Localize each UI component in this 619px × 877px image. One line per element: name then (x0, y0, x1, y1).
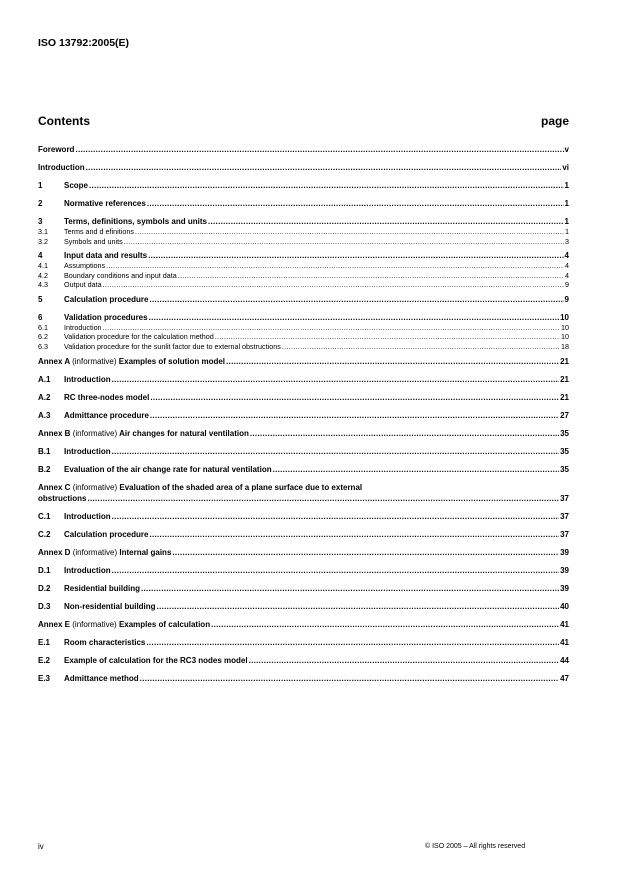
toc-entry-validation-procedures[interactable] (38, 312, 569, 323)
toc-entry-d-1[interactable] (38, 565, 569, 576)
toc-page: 35 (560, 465, 569, 474)
toc-entry-scope[interactable] (38, 180, 569, 191)
page-column-label: page (540, 114, 569, 128)
toc-number: 3.2 (38, 236, 48, 246)
toc-entry-4-2[interactable] (38, 271, 569, 281)
toc-entry-d-3[interactable] (38, 601, 569, 612)
toc-title: Validation procedures (64, 312, 148, 322)
annex-label: Annex B (38, 429, 71, 438)
toc-page: 1 (564, 181, 569, 190)
dot-leader (249, 655, 560, 666)
toc-page: 41 (560, 620, 569, 629)
toc-page: 47 (560, 674, 569, 683)
toc-page: vi (562, 163, 569, 172)
dot-leader (250, 428, 559, 439)
toc-title: Terms, definitions, symbols and units (64, 217, 207, 226)
toc-entry-a-1[interactable] (38, 374, 569, 385)
toc-entry-annex-c-line1[interactable] (38, 482, 569, 493)
toc-entry-6-1[interactable] (38, 323, 569, 333)
toc-page: 4 (565, 270, 569, 280)
dot-leader (112, 565, 559, 576)
toc-entry-c-1[interactable] (38, 511, 569, 522)
dot-leader (211, 619, 559, 630)
dot-leader (106, 261, 564, 271)
toc-entry-annex-e[interactable] (38, 619, 569, 630)
toc-number: 4.1 (38, 261, 48, 270)
dot-leader (149, 529, 559, 540)
dot-leader (282, 342, 560, 352)
toc-number: D.1 (38, 566, 51, 575)
dot-leader (273, 464, 560, 475)
toc-page: 1 (564, 199, 569, 208)
toc-page: 37 (560, 494, 569, 503)
dot-leader (150, 410, 559, 421)
toc-page: v (564, 145, 569, 154)
toc-title: RC three-nodes model (64, 393, 150, 402)
toc-title: Evaluation of the shaded area of a plane surface due to external (119, 483, 363, 492)
toc-number: B.1 (38, 447, 51, 456)
toc-page: 18 (561, 341, 569, 351)
toc-entry-6-3[interactable] (38, 342, 569, 352)
dot-leader (75, 144, 563, 155)
annex-label: Annex D (38, 548, 71, 557)
toc-title: Admittance method (64, 674, 139, 683)
toc-title: Assumptions (64, 261, 106, 270)
toc-title: Foreword (38, 145, 75, 154)
toc-number: C.1 (38, 512, 51, 521)
dot-leader (150, 392, 559, 403)
toc-number: 4.3 (38, 280, 48, 289)
annex-informative: (informative) (72, 548, 118, 557)
toc-entry-a-2[interactable] (38, 392, 569, 403)
toc-title: Validation procedure for the sunlit factor due to external obstructions (64, 341, 281, 351)
toc-entry-3-2[interactable] (38, 237, 569, 247)
toc-page: 9 (565, 280, 569, 289)
dot-leader (89, 180, 564, 191)
toc-title: Input data and results (64, 251, 148, 260)
toc-title: Example of calculation for the RC3 nodes model (64, 656, 248, 665)
toc-title: Room characteristics (64, 638, 146, 647)
toc-page: 39 (560, 584, 569, 593)
toc-number: D.2 (38, 584, 51, 593)
toc-number: 4.2 (38, 270, 48, 280)
annex-informative: (informative) (72, 620, 117, 629)
toc-page: 1 (564, 217, 569, 226)
toc-number: 2 (38, 199, 43, 208)
annex-informative: (informative) (72, 357, 117, 366)
dot-leader (148, 250, 563, 261)
toc-entry-input-data[interactable] (38, 250, 569, 261)
toc-number: 3 (38, 217, 43, 226)
toc-number: 1 (38, 181, 43, 190)
toc-number: D.3 (38, 602, 51, 611)
toc-page: 41 (560, 638, 569, 647)
toc-number: 6.2 (38, 332, 48, 341)
dot-leader (208, 216, 564, 227)
toc-title: Admittance procedure (64, 411, 149, 420)
toc-number: A.3 (38, 411, 51, 420)
toc-number: 3.1 (38, 227, 48, 236)
dot-leader (86, 162, 562, 173)
dot-leader (147, 198, 564, 209)
toc-number: 6.1 (38, 322, 48, 332)
toc-entry-b-2[interactable] (38, 464, 569, 475)
toc-entry-annex-b[interactable] (38, 428, 569, 439)
toc-title: Non-residential building (64, 602, 156, 611)
toc-title: Examples of calculation (118, 620, 211, 629)
dot-leader (215, 332, 560, 342)
dot-leader (87, 493, 559, 504)
toc-number: 6 (38, 312, 43, 322)
toc-title: Scope (64, 181, 89, 190)
toc-entry-d-2[interactable] (38, 583, 569, 594)
annex-informative: (informative) (72, 429, 118, 438)
dot-leader (178, 271, 564, 281)
toc-entry-c-2[interactable] (38, 529, 569, 540)
toc-entry-e-1[interactable] (38, 637, 569, 648)
toc-entry-annex-d[interactable] (38, 547, 569, 558)
toc-title: Symbols and units (64, 236, 123, 246)
toc-entry-annex-c-line2[interactable] (38, 493, 569, 504)
toc-title: Normative references (64, 199, 146, 208)
toc-page: 3 (565, 236, 569, 246)
copyright-notice: © ISO 2005 – All rights reserved (425, 843, 526, 850)
dot-leader (112, 374, 559, 385)
toc-page: 39 (560, 548, 569, 557)
annex-informative: (informative) (72, 483, 118, 492)
toc-page: 35 (560, 429, 569, 438)
toc-page: 10 (560, 312, 569, 322)
toc-title: Terms and d efinitions (64, 227, 134, 236)
toc-title: Introduction (38, 163, 85, 172)
dot-leader (226, 356, 559, 367)
toc-number: A.2 (38, 393, 51, 402)
toc-title: Internal gains (119, 548, 172, 557)
toc-title: Introduction (64, 322, 102, 332)
toc-number: E.3 (38, 674, 51, 683)
toc-page: 40 (560, 602, 569, 611)
dot-leader (172, 547, 559, 558)
dot-leader (103, 323, 560, 333)
toc-title: Introduction (64, 512, 111, 521)
toc-number: E.2 (38, 656, 51, 665)
toc-page: 37 (560, 530, 569, 539)
toc-entry-normative-references[interactable] (38, 198, 569, 209)
dot-leader (157, 601, 560, 612)
toc-page: 4 (565, 261, 569, 270)
dot-leader (112, 511, 559, 522)
toc-title: Validation procedure for the calculation method (64, 332, 214, 341)
toc-number: B.2 (38, 465, 51, 474)
toc-page: 37 (560, 512, 569, 521)
toc-number: A.1 (38, 375, 51, 384)
dot-leader (141, 583, 559, 594)
toc-entry-3-1[interactable] (38, 227, 569, 237)
toc-page: 4 (564, 251, 569, 260)
contents-title: Contents (38, 114, 90, 128)
toc-entry-4-1[interactable] (38, 261, 569, 271)
dot-leader (146, 637, 559, 648)
toc-page: 35 (560, 447, 569, 456)
dot-leader (149, 312, 560, 323)
toc-title: Evaluation of the air change rate for natural ventilation (64, 465, 272, 474)
toc-title: Introduction (64, 375, 111, 384)
toc-title: Introduction (64, 566, 111, 575)
toc-title: Boundary conditions and input data (64, 270, 177, 280)
toc-title-continued: obstructions (38, 494, 87, 503)
toc-title: Residential building (64, 584, 141, 593)
toc-page: 21 (560, 357, 569, 366)
toc-entry-calculation-procedure[interactable] (38, 294, 569, 305)
toc-page: 21 (560, 375, 569, 384)
toc-entry-a-3[interactable] (38, 410, 569, 421)
toc-entry-6-2[interactable] (38, 332, 569, 342)
toc-page: 39 (560, 566, 569, 575)
toc-page: 27 (560, 411, 569, 420)
toc-number: E.1 (38, 638, 51, 647)
table-of-contents (38, 144, 569, 684)
toc-title: Air changes for natural ventilation (119, 429, 249, 438)
annex-label: Annex A (38, 357, 70, 366)
toc-page: 9 (564, 294, 569, 304)
toc-entry-b-1[interactable] (38, 446, 569, 457)
toc-entry-e-2[interactable] (38, 655, 569, 666)
dot-leader (103, 280, 564, 290)
toc-entry-introduction[interactable] (38, 162, 569, 173)
dot-leader (112, 446, 559, 457)
toc-entry-annex-a[interactable] (38, 356, 569, 367)
annex-label: Annex E (38, 620, 71, 629)
toc-number: 5 (38, 294, 43, 304)
annex-label: Annex C (38, 483, 71, 492)
toc-page: 21 (560, 393, 569, 402)
toc-title: Introduction (64, 447, 111, 456)
toc-page: 10 (561, 332, 569, 341)
toc-title: Calculation procedure (64, 294, 149, 304)
toc-page: 1 (565, 227, 569, 236)
dot-leader (124, 237, 564, 247)
toc-title: Output data (64, 280, 102, 289)
toc-number: 4 (38, 251, 43, 260)
toc-number: 6.3 (38, 341, 48, 351)
toc-entry-e-3[interactable] (38, 673, 569, 684)
toc-number: C.2 (38, 530, 51, 539)
dot-leader (135, 227, 564, 237)
toc-entry-foreword[interactable] (38, 144, 569, 155)
document-id: ISO 13792:2005(E) (38, 37, 130, 49)
toc-page: 44 (560, 656, 569, 665)
toc-page: 10 (561, 322, 569, 332)
toc-entry-4-3[interactable] (38, 280, 569, 290)
toc-title: Examples of solution model (118, 357, 226, 366)
dot-leader (149, 294, 563, 305)
dot-leader (140, 673, 559, 684)
page-number: iv (38, 842, 44, 851)
toc-entry-terms[interactable] (38, 216, 569, 227)
toc-title: Calculation procedure (64, 530, 149, 539)
